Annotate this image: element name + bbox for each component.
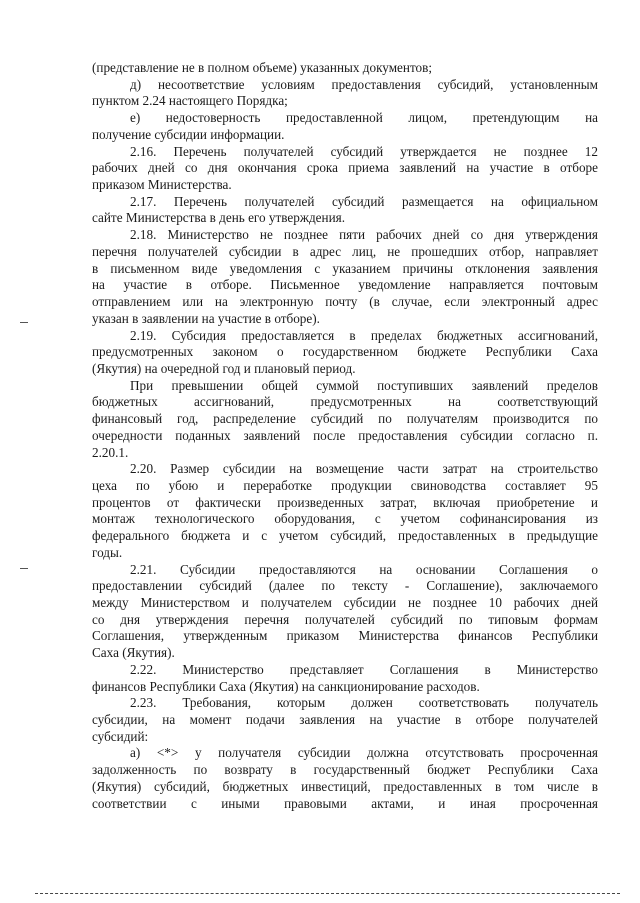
text-line: 2.21. Субсидии предоставляются на основании Соглашения о [130, 561, 598, 577]
text-line: При превышении общей суммой поступивших заявлений пределов [130, 377, 598, 393]
text-line: цеха по убою и переработке продукции свиноводства составляет 95 [92, 477, 598, 493]
text-line: на участие в отборе. Письменное уведомление направляется почтовым [92, 277, 598, 293]
text-line: рабочих дней со дня окончания срока приема заявлений на участие в отборе [92, 160, 598, 176]
text-line: годы. [92, 544, 123, 560]
text-line: получение субсидии информации. [92, 126, 285, 142]
text-line: в письменном виде уведомления с указанием причины отклонения заявления [92, 260, 598, 276]
margin-scan-mark [20, 568, 28, 569]
text-line: (Якутия) субсидий, бюджетных инвестиций, предоставленных в том числе в [92, 778, 598, 794]
text-line: 2.18. Министерство не позднее пяти рабочих дней со дня утверждения [130, 227, 598, 243]
text-line: Соглашения, утвержденным приказом Министерства финансов Республики [92, 628, 598, 644]
text-line: финансов Республики Саха (Якутия) на санкционирование расходов. [92, 678, 480, 694]
text-line: 2.16. Перечень получателей субсидий утверждается не позднее 12 [130, 143, 598, 159]
text-line: 2.22. Министерство представляет Соглашения в Министерство [130, 661, 598, 677]
margin-scan-mark [20, 322, 28, 323]
bottom-scan-rule [35, 893, 620, 894]
text-line: пунктом 2.24 настоящего Порядка; [92, 93, 288, 109]
text-line: е) недостоверность предоставленной лицом, претендующим на [130, 110, 598, 126]
text-line: очередности поданных заявлений после предоставления субсидии согласно п. [92, 427, 598, 443]
text-line: отправлением или на электронную почту (в случае, если электронный адрес [92, 294, 598, 310]
text-line: указан в заявлении на участие в отборе). [92, 310, 320, 326]
text-line: задолженность по возврату в государственный бюджет Республики Саха [92, 762, 598, 778]
text-line: 2.17. Перечень получателей субсидий размещается на официальном [130, 193, 598, 209]
text-line: 2.20.1. [92, 444, 129, 460]
document-page [92, 60, 598, 812]
text-line: финансовый год, распределение субсидий по получателям производится по [92, 411, 598, 427]
text-line: перечня получателей субсидии в адрес лиц, не прошедших отбор, направляет [92, 243, 598, 259]
text-line: Саха (Якутия). [92, 645, 175, 661]
text-line: соответствии с иными правовыми актами, и иная просроченная [92, 795, 598, 811]
text-line: а) <*> у получателя субсидии должна отсутствовать просроченная [130, 745, 598, 761]
text-line: 2.20. Размер субсидии на возмещение части затрат на строительство [130, 461, 598, 477]
text-line: предусмотренных законом о государственном бюджете Республики Саха [92, 344, 598, 360]
text-line: приказом Министерства. [92, 177, 232, 193]
text-line: д) несоответствие условиям предоставления субсидий, установленным [130, 76, 598, 92]
text-line: монтаж технологического оборудования, с учетом софинансирования из [92, 511, 598, 527]
text-line: сайте Министерства в день его утверждения. [92, 210, 346, 226]
text-line: 2.19. Субсидия предоставляется в пределах бюджетных ассигнований, [130, 327, 598, 343]
text-line: 2.23. Требования, которым должен соответствовать получатель [130, 695, 598, 711]
text-line: (Якутия) на очередной год и плановый период. [92, 360, 356, 376]
text-line: процентов от фактически произведенных затрат, включая приобретение и [92, 494, 598, 510]
text-line: бюджетных ассигнований, предусмотренных на соответствующий [92, 394, 598, 410]
text-line: предоставлении субсидий (далее по тексту - Соглашение), заключаемого [92, 578, 598, 594]
text-line: (представление не в полном объеме) указанных документов; [92, 60, 433, 75]
text-line: федерального бюджета и с учетом субсидий, предоставленных в предыдущие [92, 528, 598, 544]
text-line: между Министерством и получателем субсидии не позднее 10 рабочих дней [92, 595, 598, 610]
text-line: субсидии, на момент подачи заявления на участие в отборе получателей [92, 712, 598, 728]
text-line: со дня утверждения перечня получателей субсидий по типовым формам [92, 611, 598, 627]
text-line: субсидий: [92, 728, 149, 744]
